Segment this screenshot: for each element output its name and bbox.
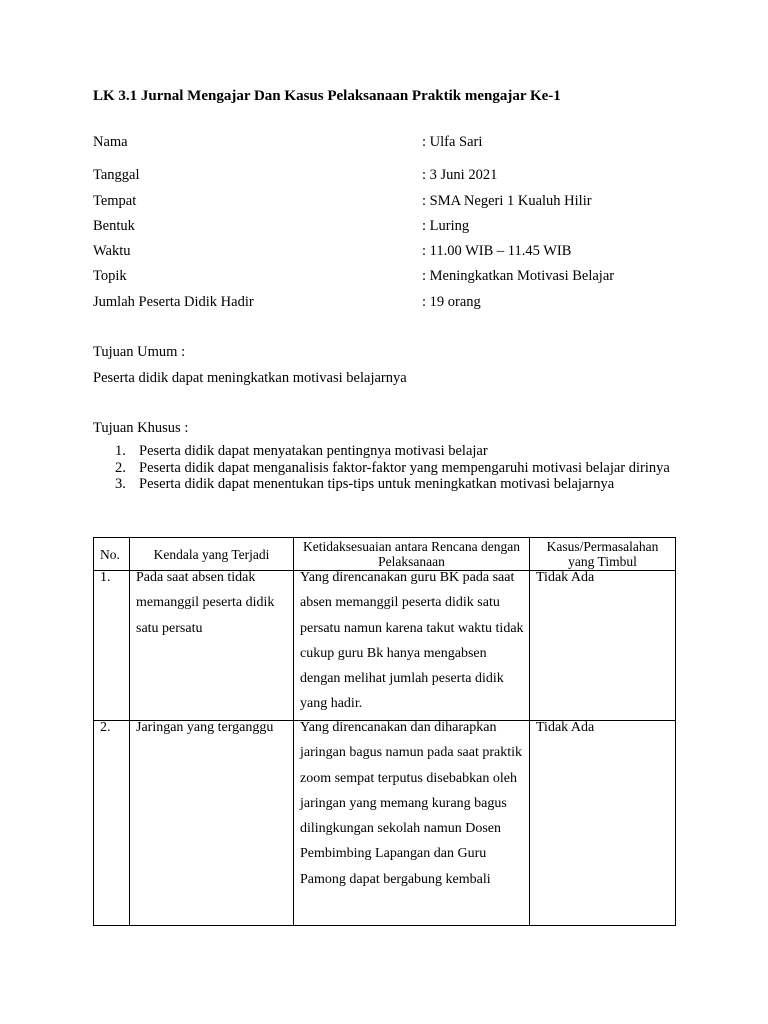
list-item	[93, 460, 675, 477]
list-item	[93, 443, 675, 460]
tujuan-umum-text: Peserta didik dapat meningkatkan motivasi belajarnya	[93, 370, 407, 386]
cell-no: 1.	[94, 571, 130, 721]
value-tempat: : SMA Negeri 1 Kualuh Hilir	[422, 193, 592, 209]
header-no: No.	[94, 538, 130, 571]
list-item	[93, 476, 675, 493]
value-jumlah-peserta: : 19 orang	[422, 294, 481, 310]
kendala-table	[93, 537, 676, 926]
cell-ketidaksesuaian: Yang direncanakan guru BK pada saat absen memanggil peserta didik satu persatu namun karena takut waktu tidak cukup guru Bk hanya mengabsen dengan melihat jumlah peserta didik yang hadir.	[294, 571, 530, 721]
list-item-text: Peserta didik dapat menyatakan pentingnya motivasi belajar	[139, 443, 488, 459]
list-item-number: 3.	[115, 476, 126, 492]
header-ketidaksesuaian: Ketidaksesuaian antara Rencana dengan Pelaksanaan	[294, 538, 530, 571]
label-bentuk: Bentuk	[93, 218, 135, 234]
label-tanggal: Tanggal	[93, 167, 140, 183]
label-jumlah-peserta: Jumlah Peserta Didik Hadir	[93, 294, 254, 310]
header-kendala: Kendala yang Terjadi	[130, 538, 294, 571]
cell-kendala: Jaringan yang terganggu	[130, 721, 294, 926]
list-item-text: Peserta didik dapat menganalisis faktor-faktor yang mempengaruhi motivasi belajar dirinya	[139, 459, 670, 476]
tujuan-umum-heading: Tujuan Umum :	[93, 344, 186, 360]
value-tanggal: : 3 Juni 2021	[422, 167, 498, 183]
list-item-number: 2.	[115, 459, 126, 476]
value-topik: : Meningkatkan Motivasi Belajar	[422, 268, 615, 284]
cell-ketidaksesuaian: Yang direncanakan dan diharapkan jaringan bagus namun pada saat praktik zoom sempat terputus disebabkan oleh jaringan yang memang kurang bagus dilingkungan sekolah namun Dosen Pembimbing Lapangan dan Guru Pamong dapat bergabung kembali	[294, 721, 530, 926]
tujuan-khusus-list	[93, 443, 675, 493]
table-row	[94, 721, 676, 926]
value-nama: : Ulfa Sari	[422, 134, 483, 150]
label-topik: Topik	[93, 268, 127, 284]
label-waktu: Waktu	[93, 243, 131, 259]
page-title: LK 3.1 Jurnal Mengajar Dan Kasus Pelaksanaan Praktik mengajar Ke-1	[93, 88, 561, 104]
label-tempat: Tempat	[93, 193, 137, 209]
value-bentuk: : Luring	[422, 218, 470, 234]
cell-kasus: Tidak Ada	[530, 571, 676, 721]
list-item-number: 1.	[115, 443, 126, 459]
cell-kendala: Pada saat absen tidak memanggil peserta didik satu persatu	[130, 571, 294, 721]
cell-kasus: Tidak Ada	[530, 721, 676, 926]
cell-no: 2.	[94, 721, 130, 926]
label-nama: Nama	[93, 134, 128, 150]
list-item-text: Peserta didik dapat menentukan tips-tips untuk meningkatkan motivasi belajarnya	[139, 476, 615, 492]
table-row	[94, 571, 676, 721]
header-kasus: Kasus/Permasalahan yang Timbul	[530, 538, 676, 571]
value-waktu: : 11.00 WIB – 11.45 WIB	[422, 243, 572, 259]
tujuan-khusus-heading: Tujuan Khusus :	[93, 420, 189, 436]
